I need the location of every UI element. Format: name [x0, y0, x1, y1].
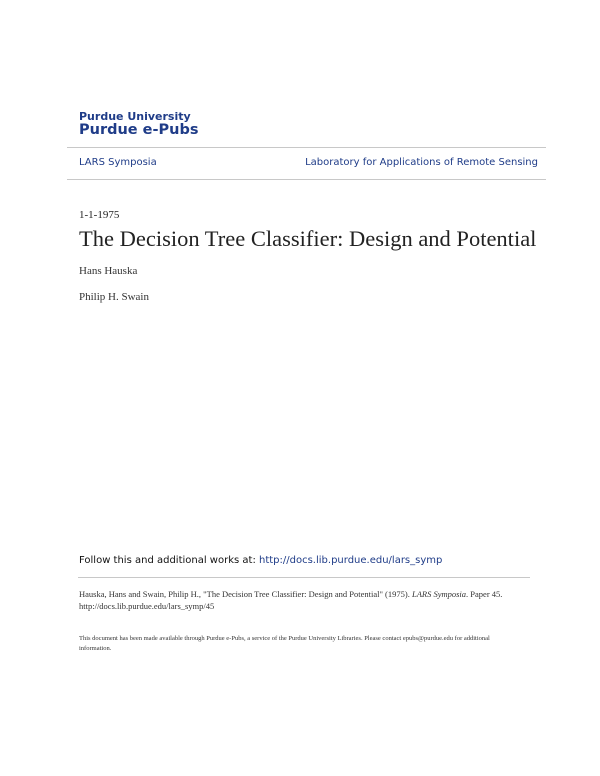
- follow-url-link[interactable]: http://docs.lib.purdue.edu/lars_symp: [259, 555, 443, 566]
- citation: [79, 588, 519, 612]
- author-1: Hans Hauska: [79, 265, 138, 277]
- divider-citation: [78, 577, 530, 578]
- citation-prefix: Hauska, Hans and Swain, Philip H., "The Decision Tree Classifier: Design and Potential" (1975).: [79, 589, 412, 599]
- lars-symposia-link[interactable]: LARS Symposia: [79, 157, 157, 168]
- lars-lab-link[interactable]: Laboratory for Applications of Remote Sensing: [305, 157, 538, 168]
- author-2: Philip H. Swain: [79, 291, 149, 303]
- divider-nav: [67, 179, 546, 180]
- publication-date: 1-1-1975: [79, 209, 120, 221]
- paper-title: The Decision Tree Classifier: Design and Potential: [79, 226, 537, 251]
- citation-url-link[interactable]: http://docs.lib.purdue.edu/lars_symp/45: [79, 601, 215, 611]
- divider-top: [67, 147, 546, 148]
- follow-line: [79, 555, 442, 566]
- repository-name[interactable]: Purdue e-Pubs: [79, 122, 199, 138]
- university-name: Purdue University: [79, 110, 191, 123]
- availability-notice: This document has been made available through Purdue e-Pubs, a service of the Purdue University Libraries. Please contact epubs@purdue.edu for additional information.: [79, 635, 490, 652]
- follow-text: Follow this and additional works at:: [79, 555, 259, 566]
- citation-suffix: . Paper 45.: [466, 589, 503, 599]
- citation-series: LARS Symposia: [411, 589, 467, 599]
